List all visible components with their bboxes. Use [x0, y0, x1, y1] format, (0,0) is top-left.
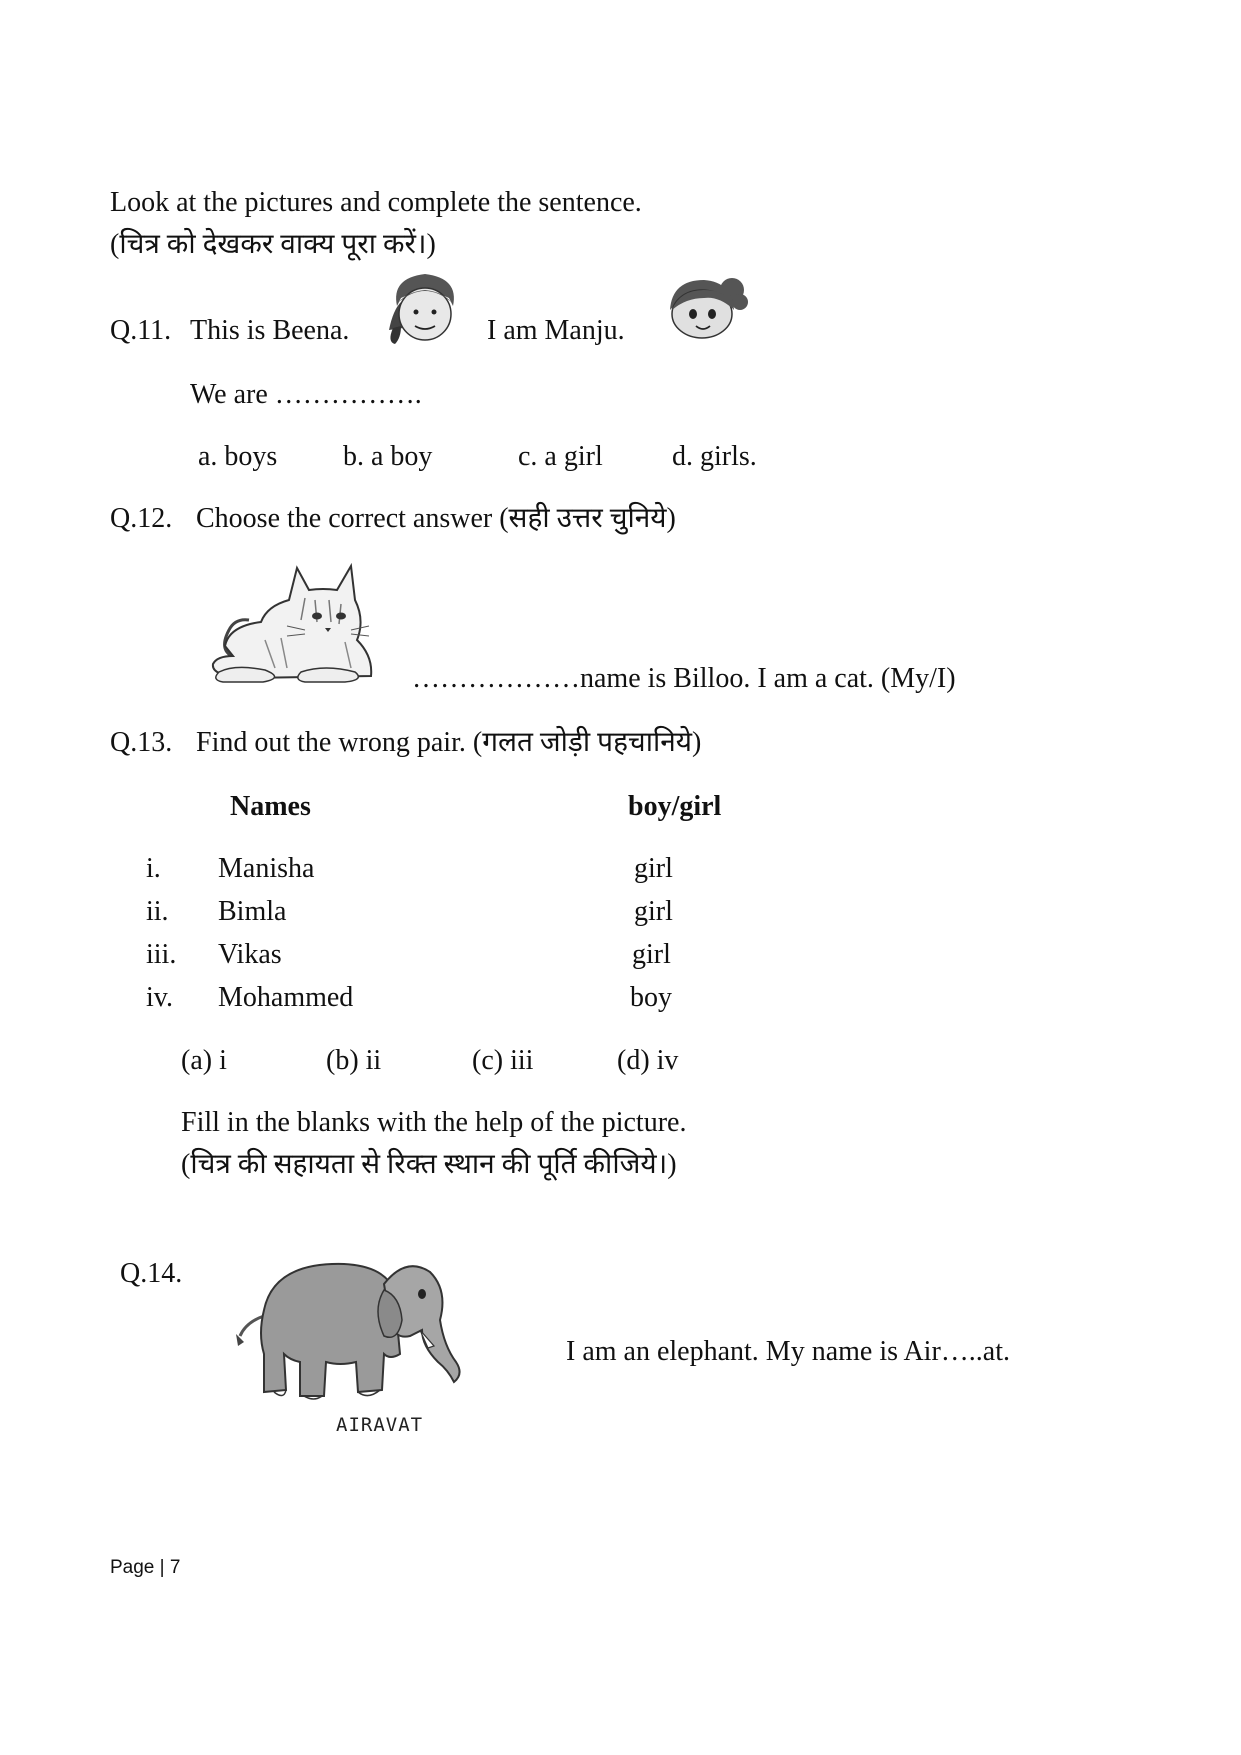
manju-face-icon	[660, 274, 750, 342]
q11-label: Q.11.	[110, 315, 172, 346]
q13-row-num: iii.	[146, 939, 177, 970]
q11-text-manju: I am Manju.	[487, 315, 625, 346]
q13-row-name: Manisha	[218, 853, 315, 884]
q11-text-beena: This is Beena.	[190, 315, 350, 346]
q13-row-gender: boy	[630, 982, 672, 1013]
q13-row-name: Vikas	[218, 939, 282, 970]
q11-option-d: d. girls.	[672, 441, 757, 472]
elephant-illustration	[234, 1250, 474, 1410]
q12-label: Q.12.	[110, 503, 173, 534]
q13-option-d: (d) iv	[617, 1045, 679, 1076]
q13-option-a: (a) i	[181, 1045, 227, 1076]
q13-option-b: (b) ii	[326, 1045, 382, 1076]
q12-sentence: ………………name is Billoo. I am a cat. (My/I)	[412, 663, 956, 694]
q11-option-b: b. a boy	[343, 441, 433, 472]
section-heading: Look at the pictures and complete the sentence.	[110, 187, 642, 218]
q12-text: Choose the correct answer (सही उत्तर चुनिये)	[196, 503, 676, 534]
q13-header-gender: boy/girl	[628, 791, 722, 822]
q13-row-num: ii.	[146, 896, 169, 927]
q13-row-num: i.	[146, 853, 161, 884]
q13-row-gender: girl	[634, 896, 673, 927]
page-number: Page | 7	[110, 1557, 181, 1578]
q13-text: Find out the wrong pair. (गलत जोड़ी पहचानिये)	[196, 727, 702, 758]
q11-option-c: c. a girl	[518, 441, 603, 472]
q13-row-name: Mohammed	[218, 982, 354, 1013]
q13-row-gender: girl	[634, 853, 673, 884]
q13-label: Q.13.	[110, 727, 173, 758]
q11-option-a: a. boys	[198, 441, 278, 472]
section-heading-hindi: (चित्र की सहायता से रिक्त स्थान की पूर्ति कीजिये।)	[181, 1149, 677, 1180]
elephant-caption: AIRAVAT	[336, 1414, 424, 1436]
q11-prompt: We are …………….	[190, 379, 422, 410]
q13-row-num: iv.	[146, 982, 173, 1013]
beena-face-icon	[383, 268, 467, 346]
q13-header-names: Names	[230, 791, 311, 822]
q13-row-gender: girl	[632, 939, 671, 970]
q14-label: Q.14.	[120, 1258, 183, 1289]
section-heading-hindi: (चित्र को देखकर वाक्य पूरा करें।)	[110, 229, 436, 260]
section-heading: Fill in the blanks with the help of the picture.	[181, 1107, 687, 1138]
q13-option-c: (c) iii	[472, 1045, 534, 1076]
cat-illustration	[205, 560, 395, 690]
q13-row-name: Bimla	[218, 896, 287, 927]
q14-sentence: I am an elephant. My name is Air…..at.	[566, 1336, 1010, 1367]
